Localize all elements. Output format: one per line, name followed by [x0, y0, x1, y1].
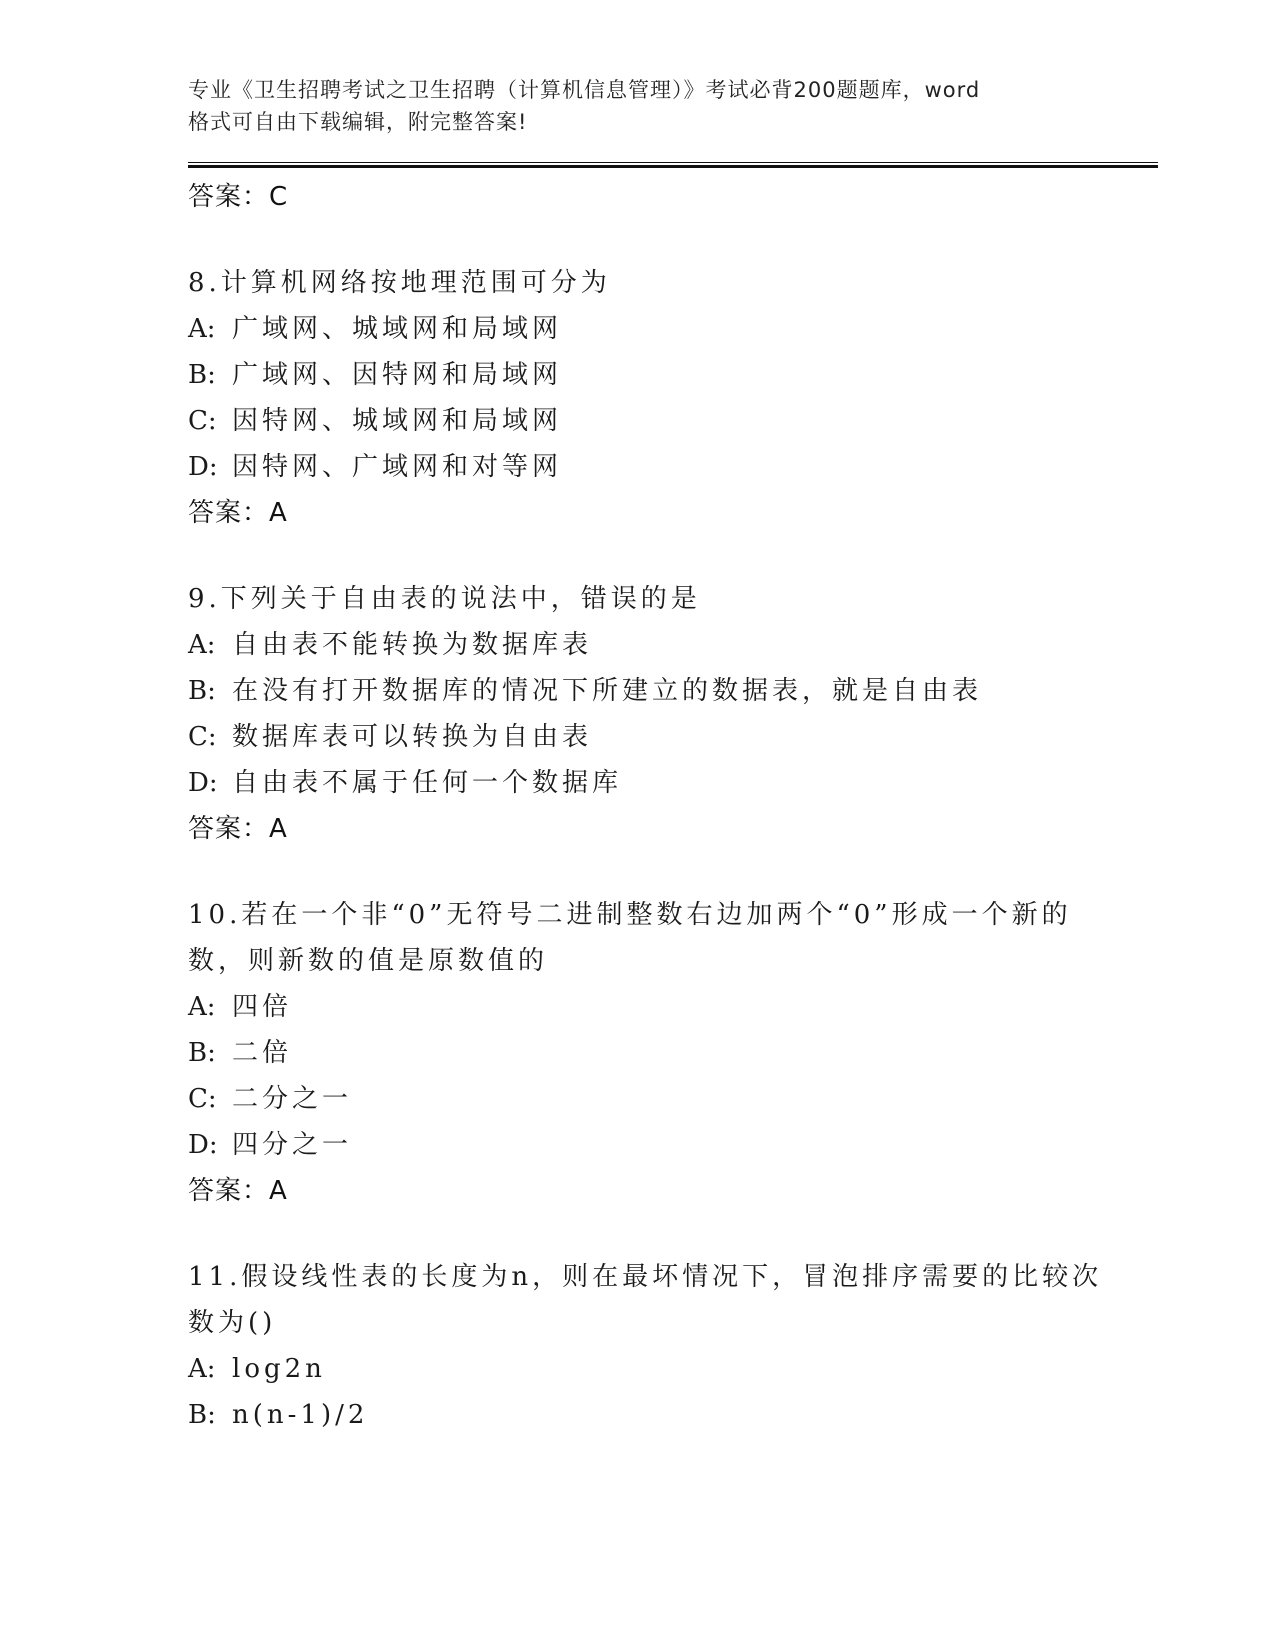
option-text: 四分之一: [232, 1130, 353, 1160]
answer-option: [188, 444, 1158, 490]
question-block: [188, 892, 1158, 1214]
option-letter: C:: [188, 1084, 217, 1114]
document-header-line-1: 专业《卫生招聘考试之卫生招聘（计算机信息管理）》考试必背200题题库，word: [188, 78, 981, 102]
answer-option: [188, 1030, 1158, 1076]
option-text: 四倍: [232, 992, 293, 1022]
document-header-line-2: 格式可自由下载编辑，附完整答案!: [188, 110, 528, 134]
answer-option: [188, 984, 1158, 1030]
question-text: 10.若在一个非“0”无符号二进制整数右边加两个“0”形成一个新的: [188, 900, 1072, 930]
option-letter: D:: [188, 768, 218, 798]
header-divider: [188, 162, 1158, 168]
option-text: 二分之一: [232, 1084, 353, 1114]
question-block: [188, 1254, 1158, 1438]
answer-label: 答案：A: [188, 1176, 288, 1206]
option-text: 二倍: [232, 1038, 293, 1068]
document-page: [188, 74, 1158, 1438]
answer-option: [188, 1392, 1158, 1438]
option-letter: A:: [188, 1354, 216, 1384]
question-text: 9.下列关于自由表的说法中，错误的是: [188, 584, 701, 614]
option-letter: B:: [188, 360, 216, 390]
option-text: 因特网、城域网和局域网: [232, 406, 563, 436]
question-text: 数为(): [188, 1308, 277, 1338]
option-text: n(n-1)/2: [232, 1400, 369, 1430]
answer-option: [188, 306, 1158, 352]
question-text: 11.假设线性表的长度为n，则在最坏情况下，冒泡排序需要的比较次: [188, 1262, 1103, 1292]
answer-option: [188, 398, 1158, 444]
answer-option: [188, 1346, 1158, 1392]
question-list: [188, 260, 1158, 1438]
option-letter: B:: [188, 1038, 216, 1068]
option-letter: B:: [188, 676, 216, 706]
option-letter: D:: [188, 1130, 218, 1160]
option-letter: C:: [188, 722, 217, 752]
option-text: 因特网、广域网和对等网: [232, 452, 563, 482]
answer-option: [188, 352, 1158, 398]
answer-label: 答案：A: [188, 814, 288, 844]
answer-label: 答案：A: [188, 498, 288, 528]
option-letter: B:: [188, 1400, 216, 1430]
option-letter: A:: [188, 314, 216, 344]
answer-option: [188, 668, 1158, 714]
answer-option: [188, 1122, 1158, 1168]
answer-option: [188, 622, 1158, 668]
option-letter: C:: [188, 406, 217, 436]
answer-option: [188, 714, 1158, 760]
option-letter: A:: [188, 630, 216, 660]
answer-option: [188, 1076, 1158, 1122]
option-text: 广域网、因特网和局域网: [232, 360, 563, 390]
question-block: [188, 576, 1158, 852]
option-letter: D:: [188, 452, 218, 482]
option-letter: A:: [188, 992, 216, 1022]
question-text: 数，则新数的值是原数值的: [188, 946, 549, 976]
question-block: [188, 260, 1158, 536]
question-text: 8.计算机网络按地理范围可分为: [188, 268, 611, 298]
option-text: 在没有打开数据库的情况下所建立的数据表，就是自由表: [232, 676, 983, 706]
option-text: log2n: [232, 1354, 326, 1384]
option-text: 数据库表可以转换为自由表: [232, 722, 593, 752]
answer-label: 答案：C: [188, 182, 289, 212]
option-text: 广域网、城域网和局域网: [232, 314, 563, 344]
option-text: 自由表不属于任何一个数据库: [232, 768, 623, 798]
answer-option: [188, 760, 1158, 806]
option-text: 自由表不能转换为数据库表: [232, 630, 593, 660]
